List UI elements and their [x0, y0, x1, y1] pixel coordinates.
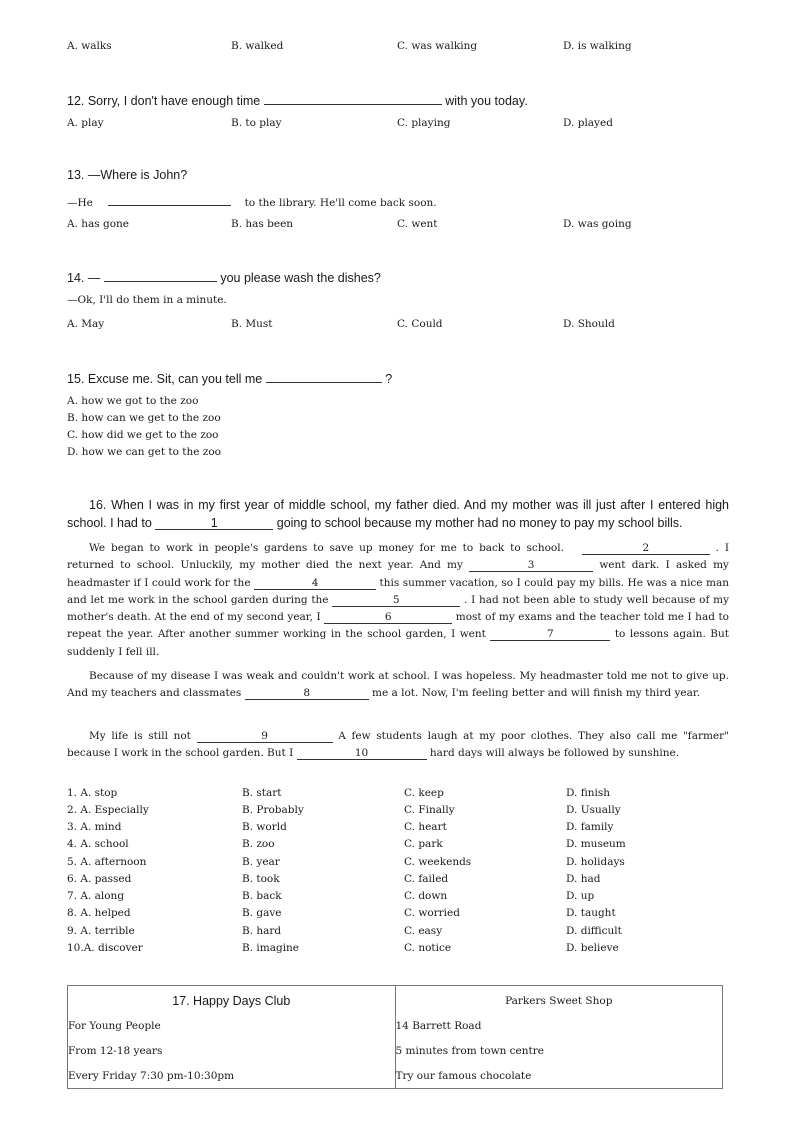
choice-10-a[interactable]: 10.A. discover [67, 942, 143, 954]
choice-4-d[interactable]: D. museum [566, 838, 626, 850]
q15-prefix: 15. Excuse me. Sit, can you tell me [67, 372, 263, 386]
cloze-text: hard days will always be followed by sunshine. [429, 747, 680, 760]
choice-5-b[interactable]: B. year [242, 856, 280, 868]
choice-6-d[interactable]: D. had [566, 873, 601, 885]
ad-parkers-sweet-shop [395, 986, 723, 1089]
choice-4-c[interactable]: C. park [404, 838, 443, 850]
q12-suffix: with you today. [445, 94, 528, 108]
q15-option-b[interactable]: B. how can we get to the zoo [67, 412, 221, 424]
choice-7-c[interactable]: C. down [404, 890, 448, 902]
q14-stem [67, 269, 381, 285]
choice-10-d[interactable]: D. believe [566, 942, 619, 954]
choice-9-d[interactable]: D. difficult [566, 925, 622, 937]
cloze-blank-10[interactable]: 10 [297, 747, 427, 760]
q13-answer-suffix: to the library. He'll come back soon. [244, 197, 437, 209]
choice-10-b[interactable]: B. imagine [242, 942, 300, 954]
choice-2-b[interactable]: B. Probably [242, 804, 304, 816]
choice-9-c[interactable]: C. easy [404, 925, 443, 937]
cloze-text: My life is still not [89, 730, 191, 742]
ad-line: 14 Barrett Road [395, 1020, 482, 1032]
choice-9-a[interactable]: 9. A. terrible [67, 925, 135, 937]
choice-9-b[interactable]: B. hard [242, 925, 282, 937]
q11-option-d[interactable]: D. is walking [563, 40, 632, 52]
cloze-text: . I had not been able to study well because of my mother's death. At the end of my second year, I [67, 593, 730, 624]
choice-3-c[interactable]: C. heart [404, 821, 447, 833]
cloze-blank-6[interactable]: 6 [324, 611, 452, 624]
choice-6-a[interactable]: 6. A. passed [67, 873, 132, 885]
choice-5-d[interactable]: D. holidays [566, 856, 625, 868]
cloze-text: going to school because my mother had no money to pay my school bills. [276, 515, 683, 530]
ad-line: From 12-18 years [68, 1045, 163, 1057]
q11-option-a[interactable]: A. walks [67, 40, 112, 52]
q13-blank[interactable] [108, 193, 231, 206]
cloze-text: most of my exams and the teacher told me I had to repeat the year. After another summer working in the school garden, I went [67, 611, 729, 641]
choice-1-a[interactable]: 1. A. stop [67, 787, 118, 799]
cloze-blank-5[interactable]: 5 [332, 594, 460, 607]
question-17-ads-table [67, 985, 723, 1089]
q15-blank[interactable] [266, 370, 382, 383]
q12-prefix: 12. Sorry, I don't have enough time [67, 94, 261, 108]
ad-happy-days-club [68, 986, 396, 1089]
choice-2-c[interactable]: C. Finally [404, 804, 455, 816]
ad-title: 17. Happy Days Club [172, 994, 291, 1008]
cloze-text: this summer vacation, so I could pay my bills. He was a nice man and let me work in the school garden during the [67, 576, 729, 606]
cloze-text: . I returned to school. Unluckily, my mother died the next year. And my [67, 542, 729, 572]
choice-2-a[interactable]: 2. A. Especially [67, 804, 149, 816]
q14-option-a[interactable]: A. May [67, 318, 105, 330]
cloze-paragraph-4 [67, 728, 729, 763]
q15-suffix: ? [385, 372, 393, 386]
cloze-text: Because of my disease I was weak and couldn't work at school. I was hopeless. My headmaster told me not to give up. And my teachers and classmates [67, 670, 729, 700]
choice-1-d[interactable]: D. finish [566, 787, 610, 799]
choice-7-a[interactable]: 7. A. along [67, 890, 125, 902]
q13-answer-line [67, 193, 437, 209]
choice-7-b[interactable]: B. back [242, 890, 282, 902]
q12-option-a[interactable]: A. play [67, 117, 104, 129]
choice-3-a[interactable]: 3. A. mind [67, 821, 122, 833]
ad-line: Try our famous chocolate [395, 1070, 532, 1082]
q13-option-d[interactable]: D. was going [563, 218, 632, 230]
cloze-paragraph-2 [67, 540, 729, 661]
choice-3-d[interactable]: D. family [566, 821, 614, 833]
q13-option-b[interactable]: B. has been [231, 218, 294, 230]
cloze-text: 16. When I was in my first year of middle school, my father died. And my mother was ill just after I entered high school. I had to [67, 498, 729, 530]
q12-option-c[interactable]: C. playing [397, 117, 451, 129]
cloze-text: me a lot. Now, I'm feeling better and will finish my third year. [372, 687, 701, 700]
cloze-text: went dark. I asked my headmaster if I could work for the [67, 559, 729, 589]
cloze-blank-7[interactable]: 7 [490, 628, 610, 641]
choice-5-c[interactable]: C. weekends [404, 856, 472, 868]
cloze-blank-2[interactable]: 2 [582, 542, 710, 555]
q12-stem [67, 92, 528, 108]
q14-reply: —Ok, I'll do them in a minute. [67, 294, 227, 306]
q15-option-c[interactable]: C. how did we get to the zoo [67, 429, 219, 441]
q11-option-b[interactable]: B. walked [231, 40, 284, 52]
q15-option-a[interactable]: A. how we got to the zoo [67, 395, 199, 407]
cloze-blank-1[interactable]: 1 [155, 517, 273, 530]
choice-3-b[interactable]: B. world [242, 821, 287, 833]
choice-1-c[interactable]: C. keep [404, 787, 444, 799]
choice-4-b[interactable]: B. zoo [242, 838, 275, 850]
ad-line: Every Friday 7:30 pm-10:30pm [68, 1070, 235, 1082]
q12-blank[interactable] [264, 92, 442, 105]
choice-4-a[interactable]: 4. A. school [67, 838, 129, 850]
cloze-blank-4[interactable]: 4 [254, 577, 376, 590]
choice-6-c[interactable]: C. failed [404, 873, 449, 885]
q14-suffix: you please wash the dishes? [220, 271, 381, 285]
choice-8-c[interactable]: C. worried [404, 907, 460, 919]
q13-option-c[interactable]: C. went [397, 218, 438, 230]
q11-option-c[interactable]: C. was walking [397, 40, 478, 52]
cloze-text: We began to work in people's gardens to save up money for me to back to school. [89, 542, 564, 554]
cloze-text: A few students laugh at my poor clothes. They also call me "farmer" because I work in the school garden. But I [67, 730, 729, 760]
q13-answer-prefix: —He [67, 197, 93, 209]
cloze-blank-8[interactable]: 8 [245, 687, 369, 700]
ad-line: 5 minutes from town centre [395, 1045, 544, 1057]
q15-option-d[interactable]: D. how we can get to the zoo [67, 446, 221, 458]
cloze-text: to lessons again. But suddenly I fell ill. [67, 628, 729, 658]
cloze-paragraph-3 [67, 668, 729, 703]
cloze-intro-paragraph [67, 497, 729, 532]
cloze-blank-9[interactable]: 9 [197, 730, 333, 743]
q14-option-d[interactable]: D. Should [563, 318, 615, 330]
choice-8-a[interactable]: 8. A. helped [67, 907, 131, 919]
q14-option-b[interactable]: B. Must [231, 318, 273, 330]
choice-7-d[interactable]: D. up [566, 890, 595, 902]
q13-stem: 13. —Where is John? [67, 168, 188, 182]
q15-stem [67, 370, 392, 386]
q12-option-d[interactable]: D. played [563, 117, 613, 129]
cloze-blank-3[interactable]: 3 [469, 559, 593, 572]
q12-option-b[interactable]: B. to play [231, 117, 282, 129]
choice-8-d[interactable]: D. taught [566, 907, 616, 919]
choice-10-c[interactable]: C. notice [404, 942, 452, 954]
choice-1-b[interactable]: B. start [242, 787, 282, 799]
q14-blank[interactable] [104, 269, 217, 282]
choice-8-b[interactable]: B. gave [242, 907, 282, 919]
choice-5-a[interactable]: 5. A. afternoon [67, 856, 147, 868]
q13-option-a[interactable]: A. has gone [67, 218, 130, 230]
choice-2-d[interactable]: D. Usually [566, 804, 621, 816]
q14-prefix: 14. — [67, 271, 101, 285]
q14-option-c[interactable]: C. Could [397, 318, 443, 330]
ad-title: Parkers Sweet Shop [505, 995, 613, 1007]
ad-line: For Young People [68, 1020, 161, 1032]
choice-6-b[interactable]: B. took [242, 873, 280, 885]
